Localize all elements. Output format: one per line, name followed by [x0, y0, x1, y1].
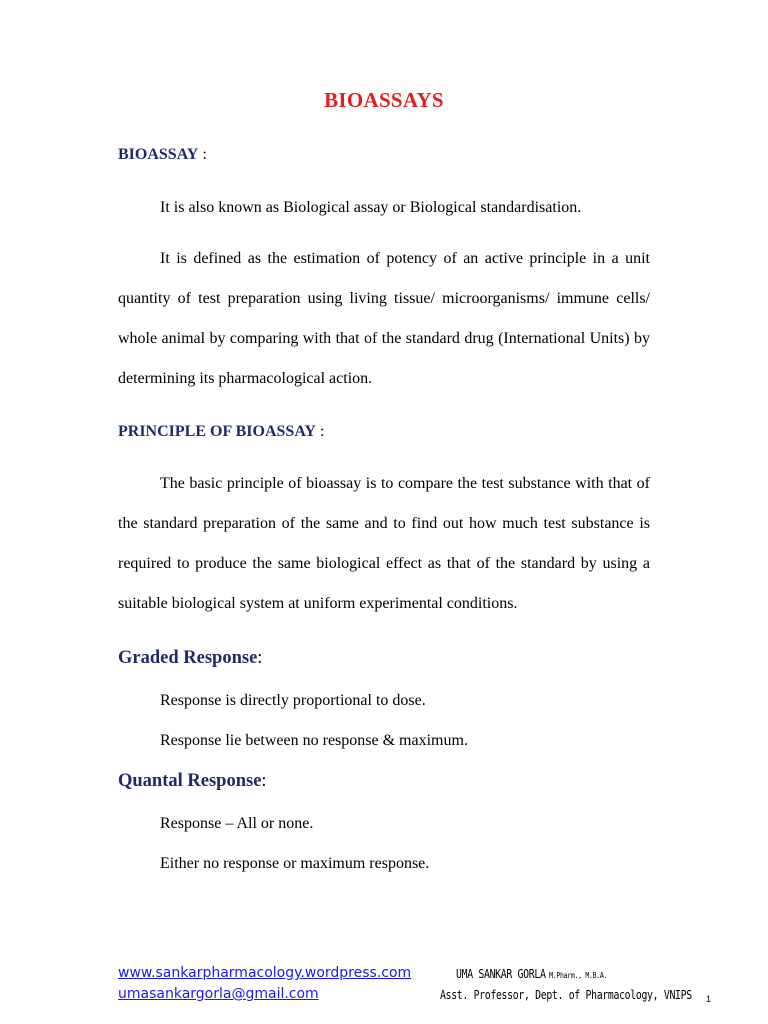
quantal-response-heading-text: Quantal Response	[118, 771, 262, 791]
footer-author-degrees: M.Pharm., M.B.A.	[545, 971, 608, 980]
bioassay-heading-text: BIOASSAY	[118, 146, 199, 163]
bioassay-definition-paragraph: It is defined as the estimation of potency of an active principle in a unit quantity of test preparation using living tissue/ microorganisms/ immune cells/ whole animal by comparing with that of the standard drug (International Units) by determining its pharmacological action.	[118, 250, 650, 387]
footer-author	[456, 967, 607, 981]
quantal-response-heading-colon: :	[261, 771, 267, 791]
footer-author-name: UMA SANKAR GORLA	[456, 967, 546, 981]
bioassay-intro-paragraph: It is also known as Biological assay or Biological standardisation.	[160, 199, 582, 216]
quantal-response-line-1: Response – All or none.	[160, 815, 314, 832]
quantal-response-heading	[118, 771, 267, 792]
graded-response-heading-colon: :	[257, 648, 263, 668]
graded-response-heading	[118, 648, 262, 669]
footer-email-link[interactable]: umasankargorla@gmail.com	[118, 986, 319, 1002]
principle-heading	[118, 423, 324, 441]
footer-author-position: Asst. Professor, Dept. of Pharmacology, VNIPS	[440, 988, 692, 1002]
footer-website-link[interactable]: www.sankarpharmacology.wordpress.com	[118, 965, 412, 981]
page-title: BIOASSAYS	[324, 88, 444, 112]
quantal-response-line-2: Either no response or maximum response.	[160, 855, 430, 872]
principle-paragraph: The basic principle of bioassay is to compare the test substance with that of the standard preparation of the same and to find out how much test substance is required to produce the same biological effect as that of the standard by using a suitable biological system at uniform experimental conditions.	[118, 475, 650, 612]
bioassay-heading	[118, 146, 207, 164]
principle-heading-colon: :	[315, 423, 325, 440]
page-number: 1	[706, 994, 712, 1004]
graded-response-line-1: Response is directly proportional to dose.	[160, 692, 426, 709]
bioassay-heading-colon: :	[198, 146, 207, 163]
graded-response-heading-text: Graded Response	[118, 648, 258, 668]
principle-heading-text: PRINCIPLE OF BIOASSAY	[118, 423, 316, 440]
graded-response-line-2: Response lie between no response & maximum.	[160, 732, 468, 749]
